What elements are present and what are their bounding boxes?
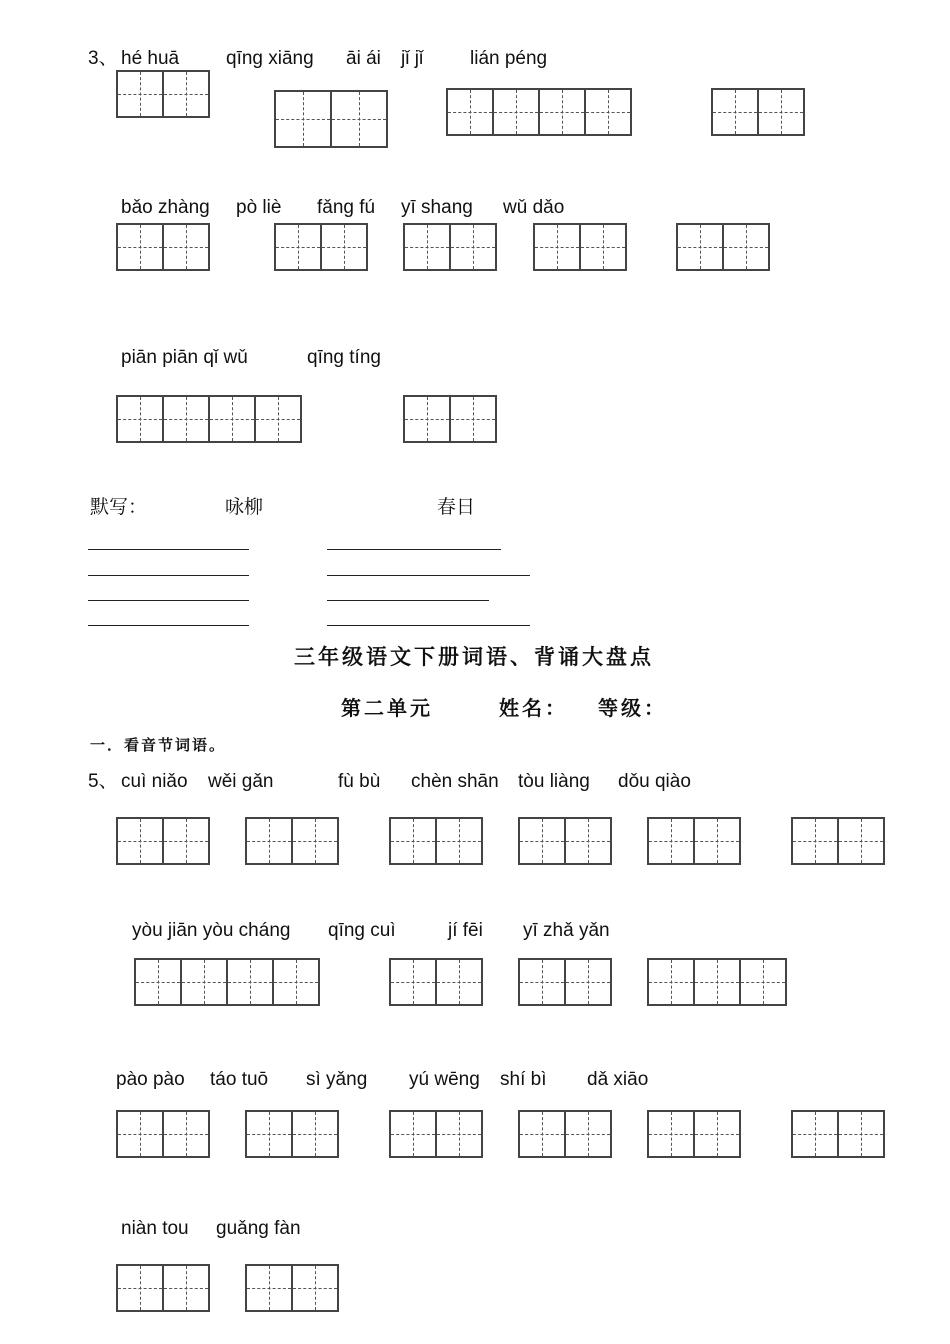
pinyin-label: pào pào — [116, 1069, 185, 1090]
writing-cell[interactable] — [162, 395, 210, 443]
pinyin-label: cuì niǎo — [121, 771, 188, 792]
writing-cell[interactable] — [254, 395, 302, 443]
writing-cell[interactable] — [116, 1110, 164, 1158]
writing-grid[interactable] — [647, 1110, 741, 1158]
writing-cell[interactable] — [518, 958, 566, 1006]
pinyin-label: piān piān qǐ wǔ — [121, 347, 248, 368]
writing-cell[interactable] — [389, 1110, 437, 1158]
writing-cell[interactable] — [403, 223, 451, 271]
writing-grid[interactable] — [791, 1110, 885, 1158]
pinyin-label: tòu liàng — [518, 771, 590, 792]
writing-grid[interactable] — [533, 223, 627, 271]
writing-grid[interactable] — [245, 817, 339, 865]
dictation-label: 默写： — [90, 496, 148, 518]
writing-grid[interactable] — [245, 1264, 339, 1312]
writing-cell[interactable] — [492, 88, 540, 136]
pinyin-label: qīng xiāng — [226, 48, 314, 69]
writing-cell[interactable] — [274, 90, 332, 148]
writing-cell[interactable] — [449, 395, 497, 443]
writing-cell[interactable] — [162, 817, 210, 865]
writing-cell[interactable] — [162, 1110, 210, 1158]
writing-cell[interactable] — [291, 1264, 339, 1312]
writing-cell[interactable] — [676, 223, 724, 271]
writing-cell[interactable] — [116, 1264, 164, 1312]
writing-cell[interactable] — [711, 88, 759, 136]
writing-cell[interactable] — [208, 395, 256, 443]
writing-cell[interactable] — [791, 817, 839, 865]
pinyin-label: wěi gǎn — [208, 771, 274, 792]
pinyin-label: shí bì — [500, 1069, 547, 1090]
pinyin-label: yòu jiān yòu cháng — [132, 920, 291, 941]
writing-cell[interactable] — [446, 88, 494, 136]
pinyin-label: yī zhǎ yǎn — [523, 920, 610, 941]
writing-cell[interactable] — [180, 958, 228, 1006]
name-label: 姓名： — [499, 696, 568, 720]
writing-grid[interactable] — [245, 1110, 339, 1158]
answer-line[interactable] — [88, 600, 249, 601]
writing-cell[interactable] — [162, 70, 210, 118]
poem-title: 咏柳 — [225, 496, 264, 518]
writing-cell[interactable] — [647, 958, 695, 1006]
writing-cell[interactable] — [291, 817, 339, 865]
writing-cell[interactable] — [435, 1110, 483, 1158]
writing-grid[interactable] — [116, 817, 210, 865]
writing-cell[interactable] — [116, 70, 164, 118]
pinyin-label: lián péng — [470, 48, 548, 69]
writing-grid[interactable] — [116, 1110, 210, 1158]
pinyin-label: táo tuō — [210, 1069, 269, 1090]
writing-cell[interactable] — [518, 1110, 566, 1158]
writing-grid[interactable] — [389, 817, 483, 865]
writing-cell[interactable] — [134, 958, 182, 1006]
answer-line[interactable] — [327, 549, 501, 550]
writing-cell[interactable] — [291, 1110, 339, 1158]
writing-cell[interactable] — [389, 817, 437, 865]
answer-line[interactable] — [327, 625, 530, 626]
writing-cell[interactable] — [579, 223, 627, 271]
section-heading: 一．看音节词语。 — [90, 736, 227, 754]
writing-cell[interactable] — [837, 1110, 885, 1158]
writing-cell[interactable] — [564, 958, 612, 1006]
pinyin-label: jǐ jǐ — [401, 48, 424, 69]
writing-cell[interactable] — [647, 817, 695, 865]
pinyin-label: qīng cuì — [328, 920, 396, 941]
writing-cell[interactable] — [757, 88, 805, 136]
pinyin-label: fù bù — [338, 771, 381, 792]
writing-cell[interactable] — [693, 1110, 741, 1158]
pinyin-label: dǒu qiào — [618, 771, 691, 792]
writing-cell[interactable] — [722, 223, 770, 271]
unit-label: 第二单元 — [341, 696, 433, 720]
pinyin-label: sì yǎng — [306, 1069, 368, 1090]
writing-cell[interactable] — [320, 223, 368, 271]
answer-line[interactable] — [327, 575, 530, 576]
writing-grid[interactable] — [647, 958, 787, 1006]
answer-line[interactable] — [88, 625, 249, 626]
writing-cell[interactable] — [274, 223, 322, 271]
writing-grid[interactable] — [116, 70, 210, 118]
pinyin-label: niàn tou — [121, 1218, 189, 1239]
writing-cell[interactable] — [116, 395, 164, 443]
pinyin-label: qīng tíng — [307, 347, 381, 368]
writing-cell[interactable] — [584, 88, 632, 136]
writing-cell[interactable] — [518, 817, 566, 865]
writing-cell[interactable] — [162, 223, 210, 271]
writing-cell[interactable] — [739, 958, 787, 1006]
writing-grid[interactable] — [389, 1110, 483, 1158]
writing-grid[interactable] — [116, 223, 210, 271]
writing-cell[interactable] — [403, 395, 451, 443]
pinyin-label: chèn shān — [411, 771, 499, 792]
grade-label: 等级： — [598, 696, 667, 720]
writing-cell[interactable] — [449, 223, 497, 271]
writing-cell[interactable] — [435, 817, 483, 865]
writing-grid[interactable] — [116, 1264, 210, 1312]
writing-cell[interactable] — [272, 958, 320, 1006]
pinyin-label: āi ái — [346, 48, 381, 69]
pinyin-label: dǎ xiāo — [587, 1069, 649, 1090]
answer-line[interactable] — [88, 549, 249, 550]
writing-grid[interactable] — [389, 958, 483, 1006]
writing-cell[interactable] — [330, 90, 388, 148]
writing-cell[interactable] — [389, 958, 437, 1006]
writing-grid[interactable] — [791, 817, 885, 865]
writing-grid[interactable] — [518, 958, 612, 1006]
writing-cell[interactable] — [245, 1110, 293, 1158]
pinyin-label: hé huā — [121, 48, 180, 69]
writing-cell[interactable] — [162, 1264, 210, 1312]
writing-cell[interactable] — [245, 817, 293, 865]
question-number: 5、 — [88, 771, 118, 792]
writing-grid[interactable] — [403, 223, 497, 271]
writing-cell[interactable] — [837, 817, 885, 865]
page-title: 三年级语文下册词语、背诵大盘点 — [294, 645, 654, 669]
question-number: 3、 — [88, 48, 118, 69]
writing-cell[interactable] — [693, 958, 741, 1006]
writing-cell[interactable] — [226, 958, 274, 1006]
writing-cell[interactable] — [245, 1264, 293, 1312]
pinyin-label: guǎng fàn — [216, 1218, 301, 1239]
writing-cell[interactable] — [647, 1110, 695, 1158]
writing-cell[interactable] — [116, 223, 164, 271]
writing-grid[interactable] — [134, 958, 320, 1006]
writing-grid[interactable] — [116, 395, 302, 443]
writing-cell[interactable] — [693, 817, 741, 865]
writing-grid[interactable] — [518, 817, 612, 865]
answer-line[interactable] — [88, 575, 249, 576]
writing-cell[interactable] — [116, 817, 164, 865]
pinyin-label: wǔ dǎo — [503, 197, 565, 218]
pinyin-label: bǎo zhàng — [121, 197, 210, 218]
writing-cell[interactable] — [533, 223, 581, 271]
writing-cell[interactable] — [538, 88, 586, 136]
writing-cell[interactable] — [435, 958, 483, 1006]
pinyin-label: pò liè — [236, 197, 282, 218]
writing-grid[interactable] — [446, 88, 632, 136]
pinyin-label: fǎng fú — [317, 197, 376, 218]
writing-cell[interactable] — [564, 1110, 612, 1158]
writing-grid[interactable] — [518, 1110, 612, 1158]
writing-grid[interactable] — [274, 90, 388, 148]
writing-grid[interactable] — [647, 817, 741, 865]
writing-cell[interactable] — [564, 817, 612, 865]
pinyin-label: yú wēng — [409, 1069, 480, 1090]
pinyin-label: jí fēi — [448, 920, 483, 941]
writing-cell[interactable] — [791, 1110, 839, 1158]
writing-grid[interactable] — [676, 223, 770, 271]
pinyin-label: yī shang — [401, 197, 473, 218]
writing-grid[interactable] — [403, 395, 497, 443]
poem-title: 春日 — [437, 496, 476, 518]
answer-line[interactable] — [327, 600, 489, 601]
writing-grid[interactable] — [711, 88, 805, 136]
writing-grid[interactable] — [274, 223, 368, 271]
